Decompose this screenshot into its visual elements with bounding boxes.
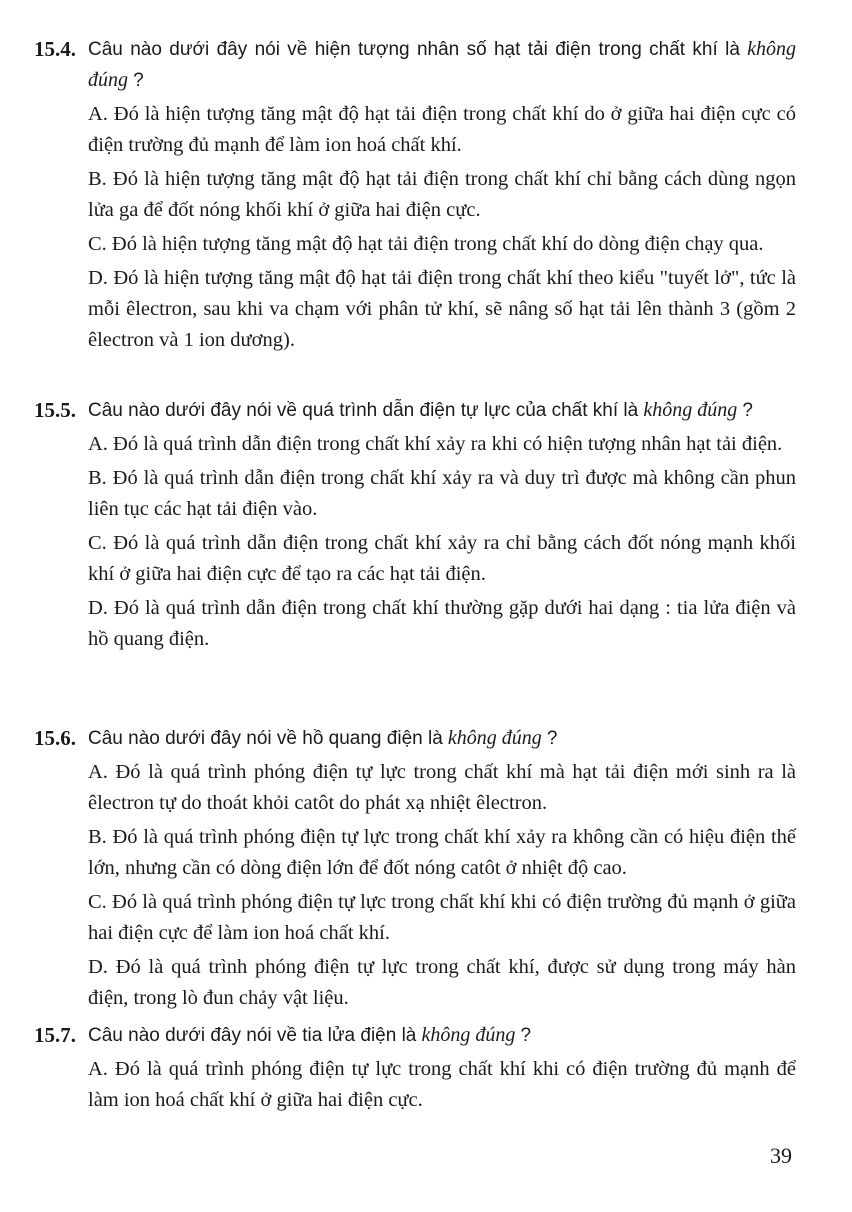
question-emphasis: không đúng	[643, 399, 738, 421]
question-15-4	[34, 34, 796, 356]
question-emphasis: không đúng	[447, 727, 542, 749]
question-text: Câu nào dưới đây nói về quá trình dẫn điện tự lực của chất khí là	[88, 400, 639, 421]
option-d: D. Đó là quá trình dẫn điện trong chất khí thường gặp dưới hai dạng : tia lửa điện và hồ quang điện.	[88, 597, 796, 650]
option-d: D. Đó là quá trình phóng điện tự lực trong chất khí, được sử dụng trong máy hàn điện, trong lò đun chảy vật liệu.	[88, 956, 796, 1009]
question-mark: ?	[520, 1025, 532, 1046]
option-a: A. Đó là quá trình phóng điện tự lực trong chất khí khi có điện trường đủ mạnh để làm ion hoá chất khí ở giữa hai điện cực.	[88, 1058, 796, 1111]
question-15-5	[34, 395, 796, 655]
question-15-7	[34, 1020, 796, 1116]
question-number: 15.4.	[34, 37, 76, 61]
question-text: Câu nào dưới đây nói về hồ quang điện là	[88, 728, 443, 749]
question-emphasis: không đúng	[421, 1024, 516, 1046]
option-a: A. Đó là hiện tượng tăng mật độ hạt tải điện trong chất khí do ở giữa hai điện cực có điện trường đủ mạnh để làm ion hoá chất khí.	[88, 103, 796, 156]
question-number: 15.6.	[34, 726, 76, 750]
option-c: C. Đó là quá trình phóng điện tự lực trong chất khí khi có điện trường đủ mạnh ở giữa hai điện cực để làm ion hoá chất khí.	[88, 891, 796, 944]
option-a: A. Đó là quá trình dẫn điện trong chất khí xảy ra khi có hiện tượng nhân hạt tải điện.	[88, 433, 783, 455]
question-mark: ?	[742, 400, 753, 421]
option-a: A. Đó là quá trình phóng điện tự lực trong chất khí mà hạt tải điện mới sinh ra là êlectron tự do thoát khỏi catôt do phát xạ nhiệt êlectron.	[88, 761, 796, 814]
question-stem	[34, 395, 796, 426]
option-c: C. Đó là quá trình dẫn điện trong chất khí xảy ra chỉ bằng cách đốt nóng mạnh khối khí ở giữa hai điện cực để tạo ra các hạt tải điện.	[88, 532, 796, 585]
option-c: C. Đó là hiện tượng tăng mật độ hạt tải điện trong chất khí do dòng điện chạy qua.	[88, 233, 764, 255]
page-number: 39	[770, 1143, 792, 1168]
question-text: Câu nào dưới đây nói về tia lửa điện là	[88, 1025, 417, 1046]
question-emphasis: không đúng	[88, 38, 796, 91]
question-text: Câu nào dưới đây nói về hiện tượng nhân số hạt tải điện trong chất khí là	[88, 39, 740, 60]
question-mark: ?	[133, 70, 144, 91]
option-b: B. Đó là quá trình dẫn điện trong chất khí xảy ra và duy trì được mà không cần phun liên tục các hạt tải điện vào.	[88, 467, 796, 520]
option-b: B. Đó là quá trình phóng điện tự lực trong chất khí xảy ra không cần có hiệu điện thế lớn, nhưng cần có dòng điện lớn để đốt nóng catôt ở nhiệt độ cao.	[88, 826, 796, 879]
option-d: D. Đó là hiện tượng tăng mật độ hạt tải điện trong chất khí theo kiểu "tuyết lở", tức là mỗi êlectron, sau khi va chạm với phân tử khí, sẽ nâng số hạt tải lên thành 3 (gồm 2 êlectron và 1 ion dương).	[88, 267, 796, 351]
question-stem	[34, 34, 796, 96]
question-number: 15.5.	[34, 398, 76, 422]
question-stem	[34, 1020, 796, 1051]
question-number: 15.7.	[34, 1023, 76, 1047]
question-mark: ?	[546, 728, 558, 749]
option-b: B. Đó là hiện tượng tăng mật độ hạt tải điện trong chất khí chỉ bằng cách dùng ngọn lửa ga để đốt nóng khối khí ở giữa hai điện cực.	[88, 168, 796, 221]
question-15-6	[34, 723, 796, 1014]
question-stem	[34, 723, 796, 754]
